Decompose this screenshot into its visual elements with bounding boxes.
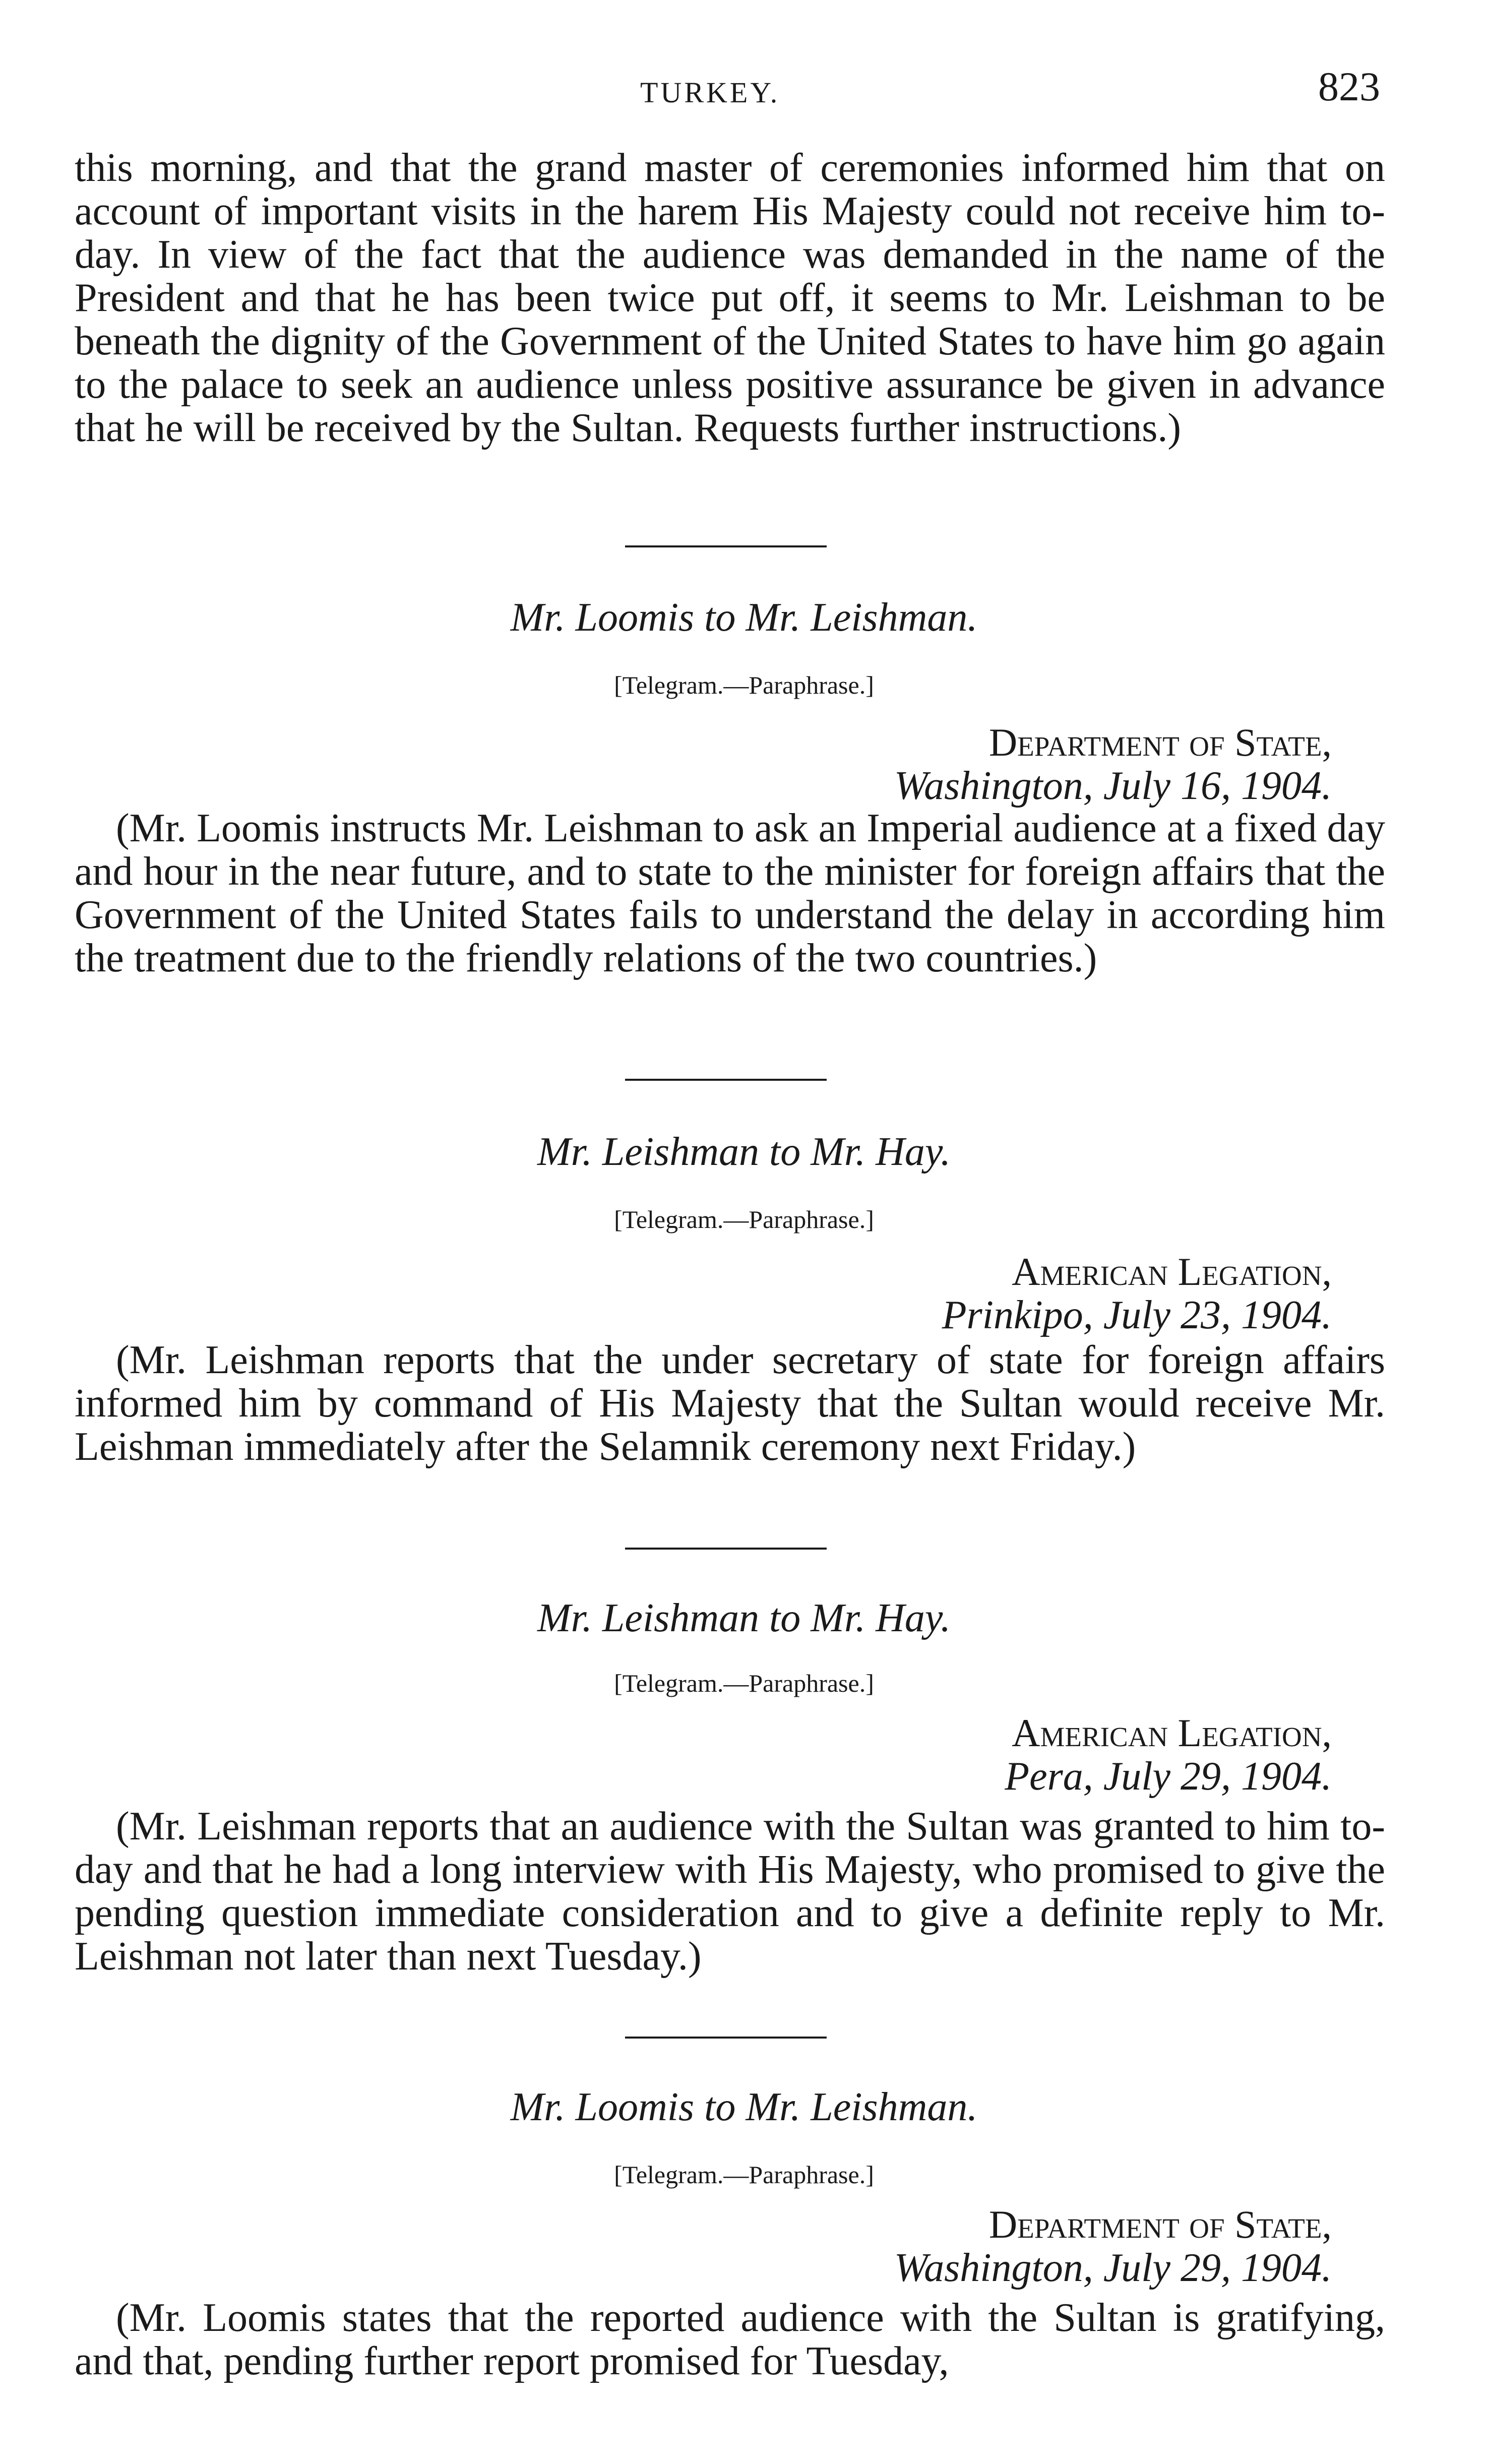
telegram-note: [Telegram.—Paraphrase.]: [614, 1205, 874, 1234]
section-divider: [625, 545, 827, 547]
sender-organization: American Legation,: [1012, 1711, 1332, 1755]
letter-title: Mr. Loomis to Mr. Leishman.: [510, 2085, 978, 2129]
telegram-body: (Mr. Loomis instructs Mr. Leishman to ask an Imperial audience at a fixed day and hour in the near future, and to state to the minister for foreign affairs that the Government of the United States fails to understand the delay in according him the treatment due to the friendly relations of the two countries.): [75, 806, 1385, 980]
sender-place-date: Washington, July 16, 1904.: [894, 764, 1332, 808]
page-number: 823: [1318, 64, 1380, 109]
sender-organization: American Legation,: [1012, 1250, 1332, 1293]
sender-block: [894, 2203, 1332, 2290]
sender-place-date: Pera, July 29, 1904.: [1005, 1754, 1332, 1799]
letter-title: Mr. Loomis to Mr. Leishman.: [510, 595, 978, 640]
telegram-note: [Telegram.—Paraphrase.]: [614, 1669, 874, 1697]
sender-block: [942, 1250, 1332, 1337]
sender-organization: Department of State,: [988, 2202, 1332, 2246]
opening-paragraph: this morning, and that the grand master of ceremonies informed him that on account of important visits in the harem His Majesty could not receive him to-day. In view of the fact that the audience was demanded in the name of the President and that he has been twice put off, it seems to Mr. Leishman to be beneath the dignity of the Government of the United States to have him go again to the palace to seek an audience unless positive assurance be given in advance that he will be received by the Sultan. Requests further instructions.): [75, 146, 1385, 450]
letter-title: Mr. Leishman to Mr. Hay.: [537, 1596, 951, 1640]
sender-organization: Department of State,: [988, 720, 1332, 764]
letter-title: Mr. Leishman to Mr. Hay.: [537, 1130, 951, 1174]
section-divider: [625, 1079, 827, 1081]
sender-place-date: Washington, July 29, 1904.: [894, 2246, 1332, 2290]
section-divider: [625, 1548, 827, 1550]
telegram-note: [Telegram.—Paraphrase.]: [614, 2161, 874, 2189]
sender-block: [894, 721, 1332, 808]
telegram-body: (Mr. Leishman reports that the under secretary of state for foreign affairs informed him by command of His Majesty that the Sultan would receive Mr. Leishman immediately after the Selamnik ceremony next Friday.): [75, 1338, 1385, 1469]
sender-place-date: Prinkipo, July 23, 1904.: [942, 1293, 1332, 1337]
telegram-body: (Mr. Leishman reports that an audience with the Sultan was granted to him to-day and that he had a long interview with His Majesty, who promised to give the pending question immediate consideration and to give a definite reply to Mr. Leishman not later than next Tuesday.): [75, 1804, 1385, 1979]
section-divider: [625, 2037, 827, 2039]
telegram-body: (Mr. Loomis states that the reported audience with the Sultan is gratifying, and that, pending further report promised for Tuesday,: [75, 2296, 1385, 2383]
telegram-note: [Telegram.—Paraphrase.]: [614, 671, 874, 699]
sender-block: [1005, 1711, 1332, 1798]
running-head: TURKEY.: [640, 76, 780, 109]
